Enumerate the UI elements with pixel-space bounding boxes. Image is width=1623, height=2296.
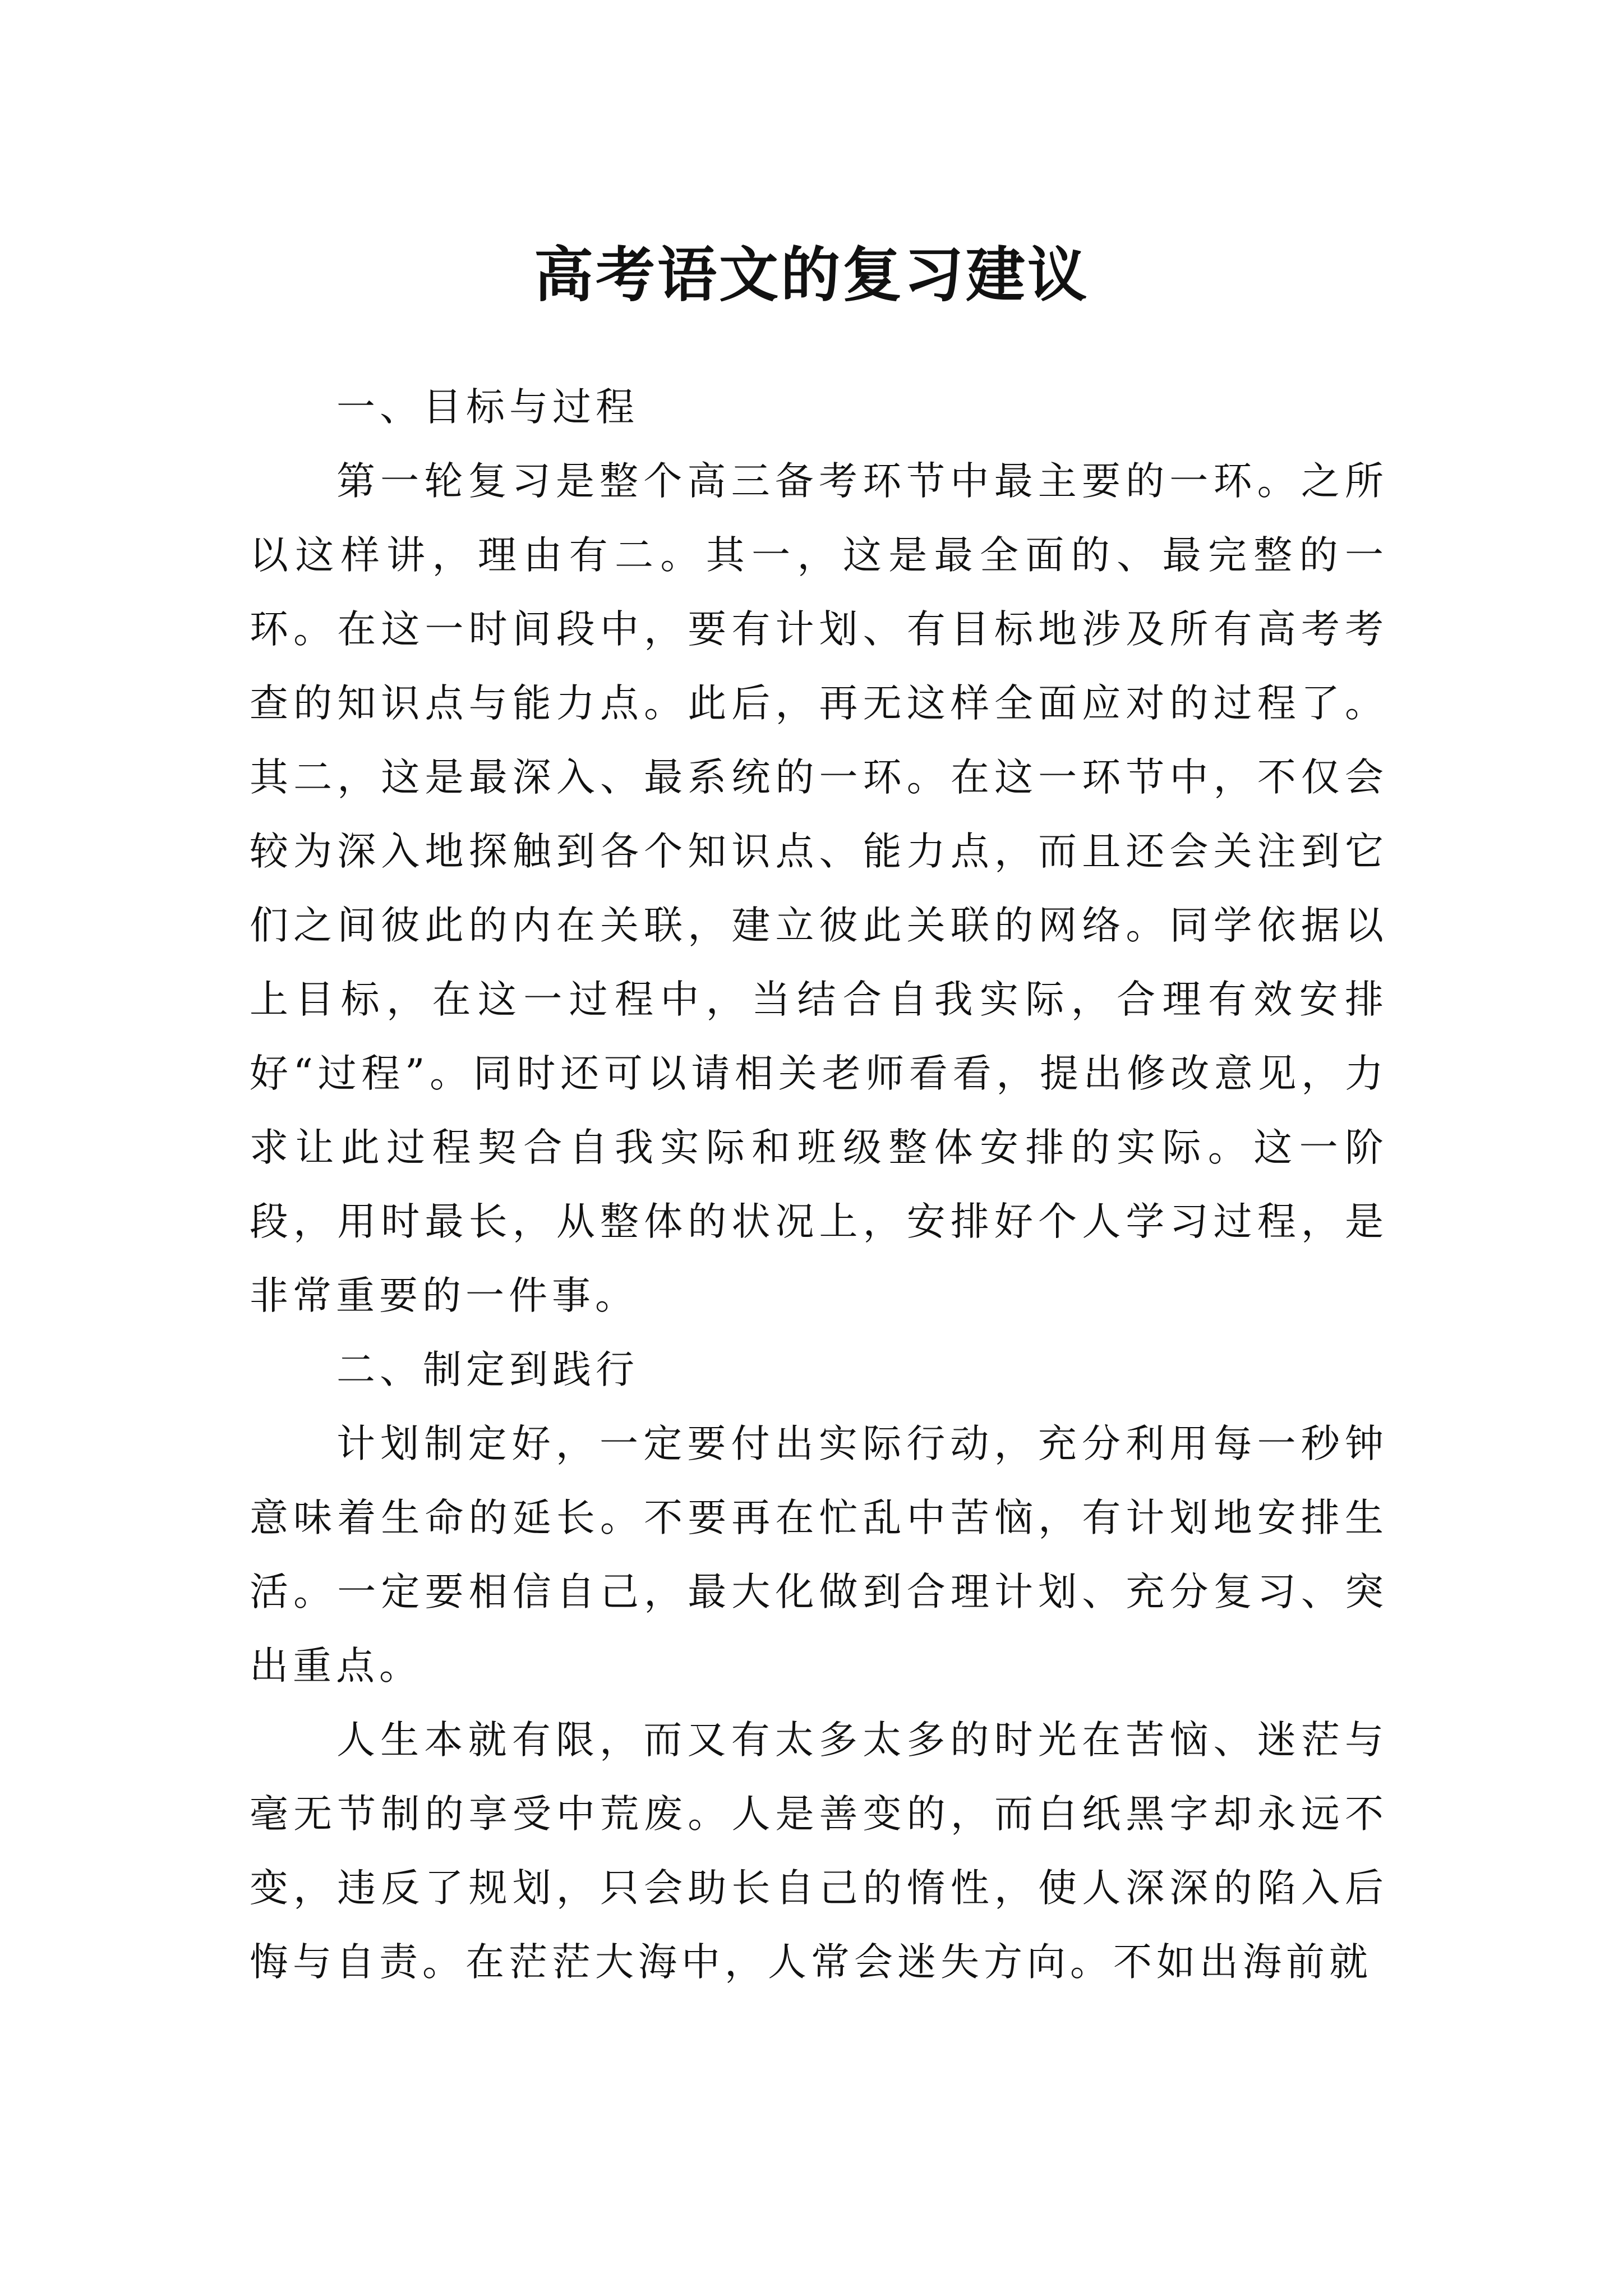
paragraph-take-action: 计划制定好，一定要付出实际行动，充分利用每一秒钟意味着生命的延长。不要再在忙乱中苦恼，有计划地安排生活。一定要相信自己，最大化做到合理计划、充分复习、突出重点。 — [250, 1421, 1388, 1688]
document-body — [250, 370, 1388, 1999]
section-heading-goal-and-process: 一、目标与过程 — [336, 385, 639, 430]
paragraph-life-is-limited: 人生本就有限，而又有太多太多的时光在苦恼、迷茫与毫无节制的享受中荒废。人是善变的，而白纸黑字却永远不变，违反了规划，只会助长自己的惰性，使人深深的陷入后悔与自责。在茫茫大海中，人常会迷失方向。不如出海前就 — [250, 1718, 1388, 1985]
document-title: 高考语文的复习建议 — [534, 241, 1089, 310]
paragraph-first-review: 第一轮复习是整个高三备考环节中最主要的一环。之所以这样讲，理由有二。其一，这是最全面的、最完整的一环。在这一时间段中，要有计划、有目标地涉及所有高考考查的知识点与能力点。此后，再无这样全面应对的过程了。其二，这是最深入、最系统的一环。在这一环节中，不仅会较为深入地探触到各个知识点、能力点，而且还会关注到它们之间彼此的内在关联，建立彼此关联的网络。同学依据以上目标，在这一过程中，当结合自我实际，合理有效安排好“过程”。同时还可以请相关老师看看，提出修改意见，力求让此过程契合自我实际和班级整体安排的实际。这一阶段，用时最长，从整体的状况上，安排好个人学习过程，是非常重要的一件事。 — [250, 459, 1388, 1318]
section-heading-plan-to-practice: 二、制定到践行 — [336, 1347, 639, 1392]
